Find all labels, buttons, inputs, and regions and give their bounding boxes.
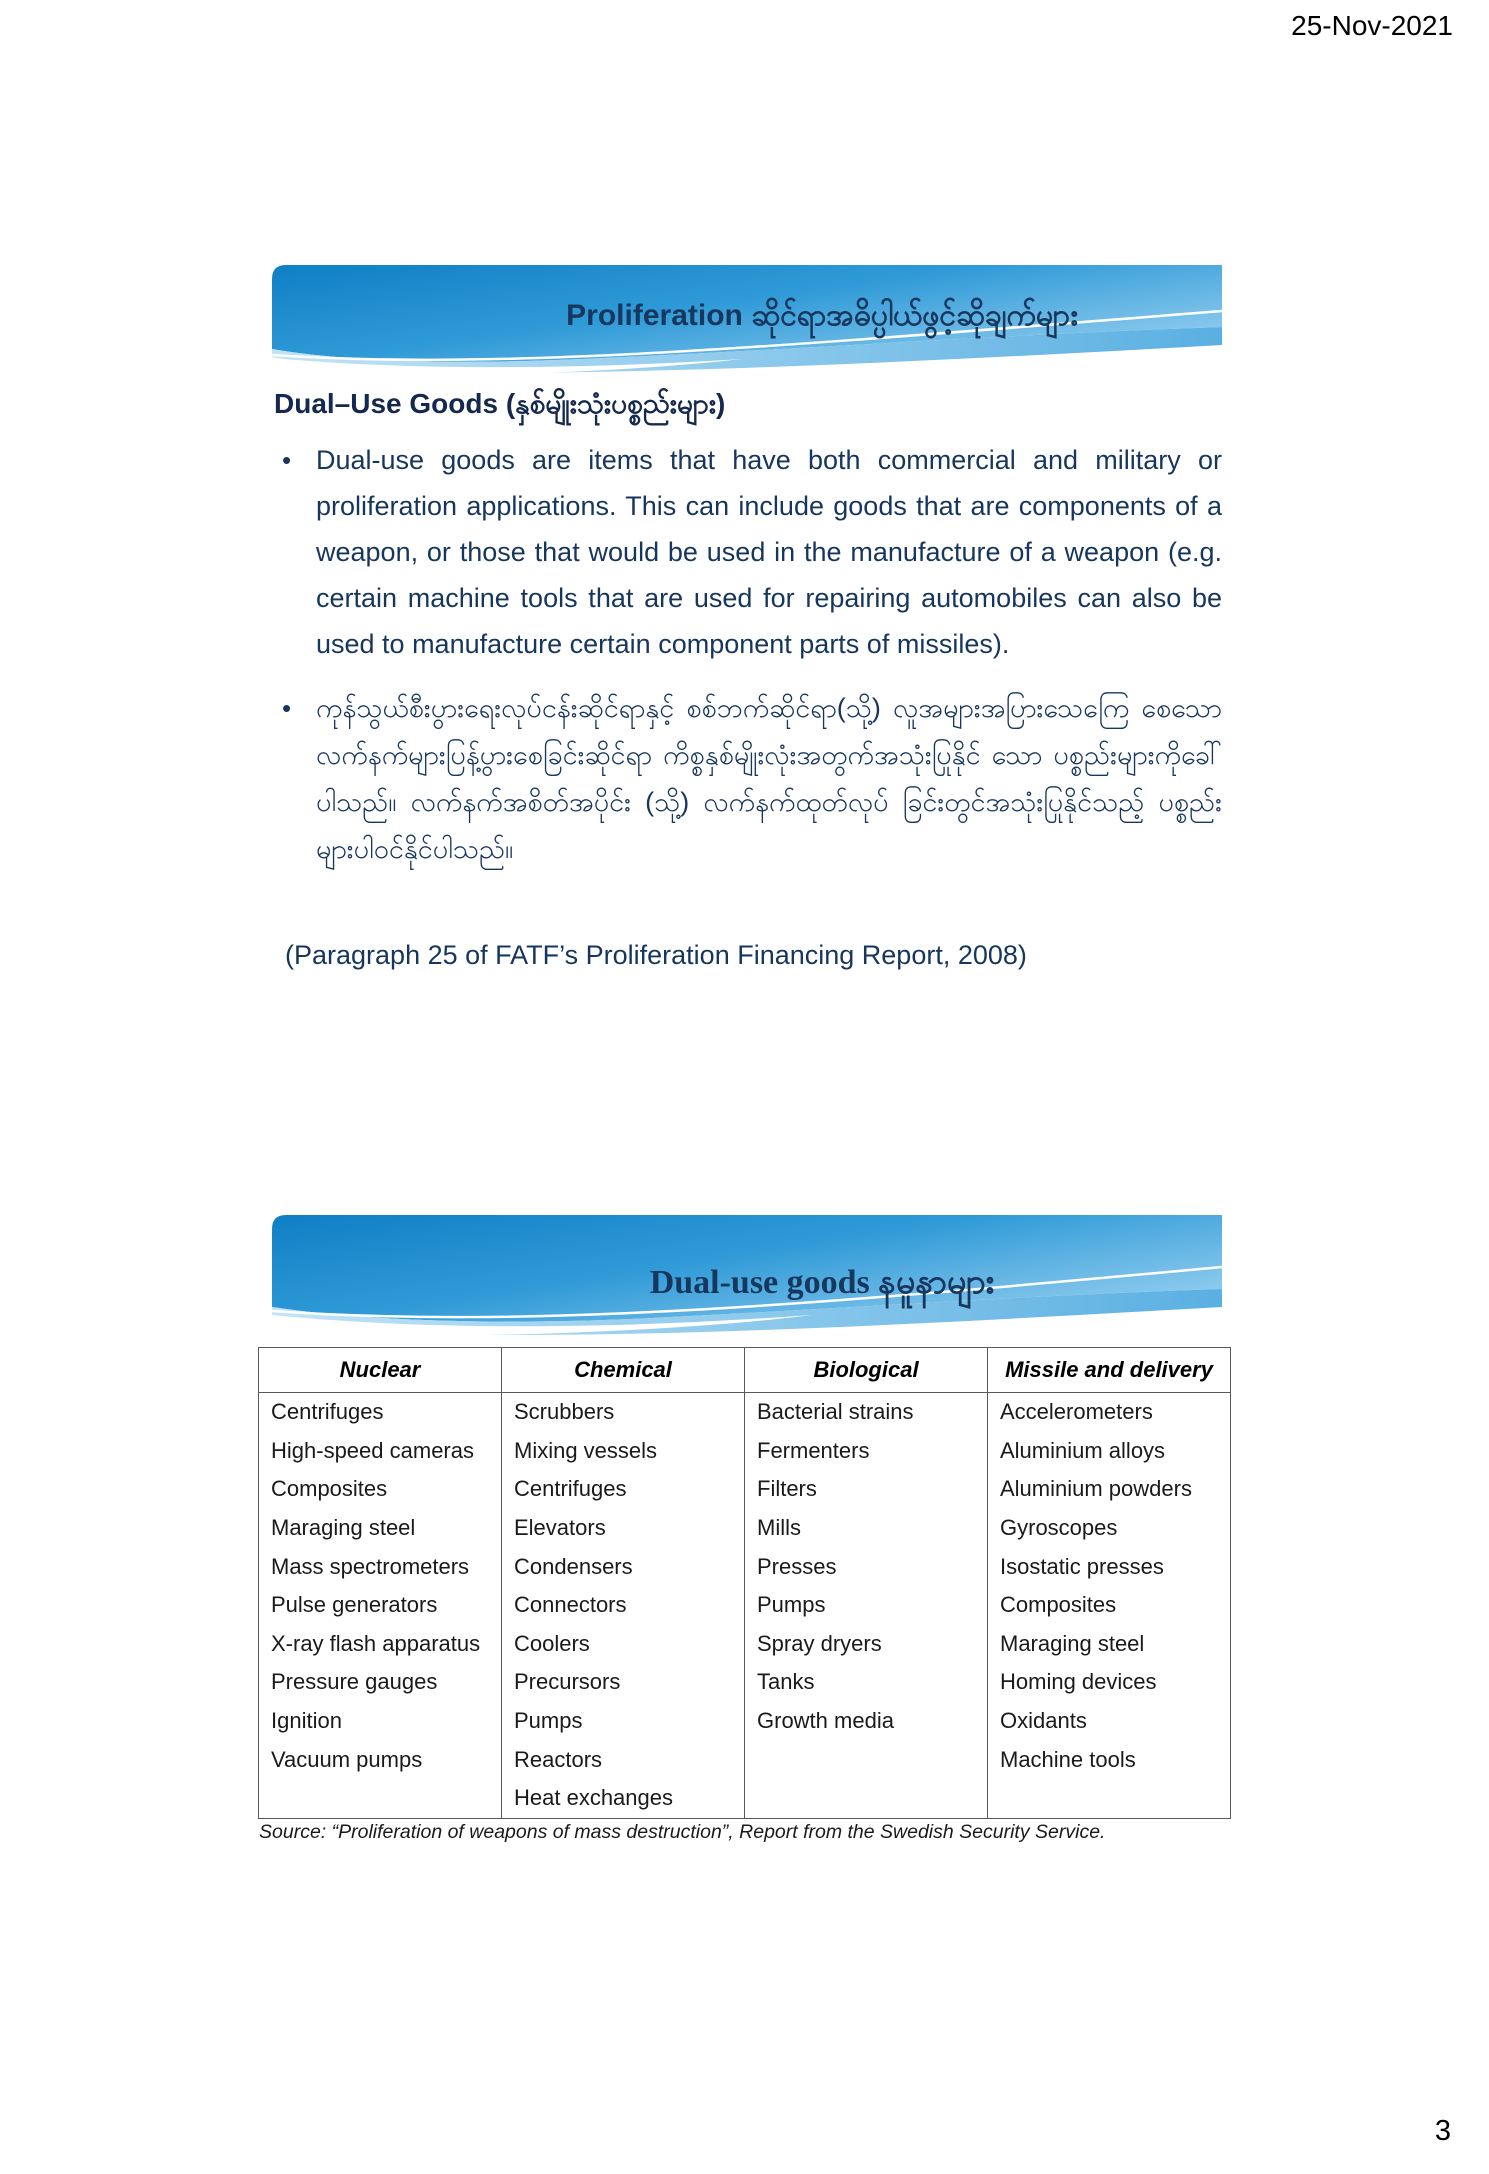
table-row — [259, 1740, 1231, 1779]
table-cell: Bacterial strains — [745, 1393, 988, 1432]
table-cell: Oxidants — [988, 1702, 1231, 1741]
slide2-title: Dual-use goods နမူနာများ — [649, 1264, 995, 1301]
table-cell: High-speed cameras — [259, 1432, 502, 1471]
table-row — [259, 1432, 1231, 1471]
table-row — [259, 1625, 1231, 1664]
table-row — [259, 1663, 1231, 1702]
table-cell: Centrifuges — [259, 1393, 502, 1432]
table-cell: Heat exchanges — [502, 1779, 745, 1818]
table-cell: Maraging steel — [259, 1509, 502, 1548]
table-cell — [745, 1779, 988, 1818]
table-cell: Centrifuges — [502, 1470, 745, 1509]
table-cell — [988, 1779, 1231, 1818]
table-cell: Aluminium powders — [988, 1470, 1231, 1509]
table-header-cell: Chemical — [502, 1348, 745, 1393]
table-cell: Coolers — [502, 1625, 745, 1664]
table-cell: Accelerometers — [988, 1393, 1231, 1432]
table-cell: Pumps — [502, 1702, 745, 1741]
table-row — [259, 1779, 1231, 1818]
table-cell: Homing devices — [988, 1663, 1231, 1702]
table-cell: Isostatic presses — [988, 1547, 1231, 1586]
table-row — [259, 1470, 1231, 1509]
table-source-note: Source: “Proliferation of weapons of mass destruction”, Report from the Swedish Security Service. — [259, 1821, 1106, 1843]
table-cell: Composites — [259, 1470, 502, 1509]
page-number: 3 — [1434, 2115, 1451, 2147]
table-cell: Spray dryers — [745, 1625, 988, 1664]
dual-use-goods-table — [258, 1347, 1231, 1819]
table-cell: Precursors — [502, 1663, 745, 1702]
header-date: 25-Nov-2021 — [1291, 10, 1453, 41]
table-cell: Connectors — [502, 1586, 745, 1625]
table-cell: Ignition — [259, 1702, 502, 1741]
table-row — [259, 1586, 1231, 1625]
table-cell: Aluminium alloys — [988, 1432, 1231, 1471]
table-row — [259, 1702, 1231, 1741]
slide1-title: Proliferation ဆိုင်ရာအဓိပ္ပါယ်ဖွင့်ဆိုချက်များ — [566, 299, 1078, 332]
table-cell: Condensers — [502, 1547, 745, 1586]
table-header-cell: Biological — [745, 1348, 988, 1393]
section-heading: Dual–Use Goods (နှစ်မျိုးသုံးပစ္စည်းများ) — [274, 388, 726, 419]
table-cell: Composites — [988, 1586, 1231, 1625]
table-header-row — [259, 1348, 1231, 1393]
table-cell: Maraging steel — [988, 1625, 1231, 1664]
table-cell: Machine tools — [988, 1740, 1231, 1779]
bullet-text: Dual-use goods are items that have both commercial and military or proliferation applications. This can include goods that are components of a weapon, or those that would be used in the manufacture of a weapon (e.g. certain machine tools that are used for repairing automobiles can also be used to manufacture certain component parts of missiles). — [316, 445, 1222, 659]
table-cell: Pressure gauges — [259, 1663, 502, 1702]
bullet-marker: • — [282, 693, 292, 723]
bullet-text: ကုန်သွယ်စီးပွားရေးလုပ်ငန်းဆိုင်ရာနှင့် စစ်ဘက်ဆိုင်ရာ(သို့) လူအများအပြားသေကြေ စေသော လက်နက်များပြန့်ပွားစေခြင်းဆိုင်ရာ ကိစ္စနှစ်မျိုးလုံးအတွက်အသုံးပြုနိုင် သော ပစ္စည်းများကိုခေါ်ပါသည်။ လက်နက်အစိတ်အပိုင်း (သို့) လက်နက်ထုတ်လုပ် ခြင်းတွင်အသုံးပြုနိုင်သည့် ပစ္စည်းများပါဝင်နိုင်ပါသည်။ — [316, 693, 1222, 864]
table-cell — [745, 1740, 988, 1779]
bullet-item-english — [272, 437, 1222, 667]
table-row — [259, 1509, 1231, 1548]
table-cell — [259, 1779, 502, 1818]
table-cell: Scrubbers — [502, 1393, 745, 1432]
table-cell: Vacuum pumps — [259, 1740, 502, 1779]
slide1-header — [272, 265, 1222, 377]
table-cell: Elevators — [502, 1509, 745, 1548]
table-cell: Gyroscopes — [988, 1509, 1231, 1548]
table-cell: Mass spectrometers — [259, 1547, 502, 1586]
table-cell: Tanks — [745, 1663, 988, 1702]
table-cell: Presses — [745, 1547, 988, 1586]
table-row — [259, 1547, 1231, 1586]
slide2-header — [272, 1215, 1222, 1337]
bullet-item-burmese — [272, 685, 1222, 873]
table-header-cell: Nuclear — [259, 1348, 502, 1393]
table-row — [259, 1393, 1231, 1432]
table-cell: Reactors — [502, 1740, 745, 1779]
table-cell: Pumps — [745, 1586, 988, 1625]
table-cell: Fermenters — [745, 1432, 988, 1471]
table-cell: Pulse generators — [259, 1586, 502, 1625]
citation-line: (Paragraph 25 of FATF’s Proliferation Financing Report, 2008) — [285, 940, 1027, 970]
bullet-marker: • — [282, 445, 292, 475]
table-header-cell: Missile and delivery — [988, 1348, 1231, 1393]
table-cell: X-ray flash apparatus — [259, 1625, 502, 1664]
table-cell: Mixing vessels — [502, 1432, 745, 1471]
table-cell: Growth media — [745, 1702, 988, 1741]
table-cell: Mills — [745, 1509, 988, 1548]
table-cell: Filters — [745, 1470, 988, 1509]
